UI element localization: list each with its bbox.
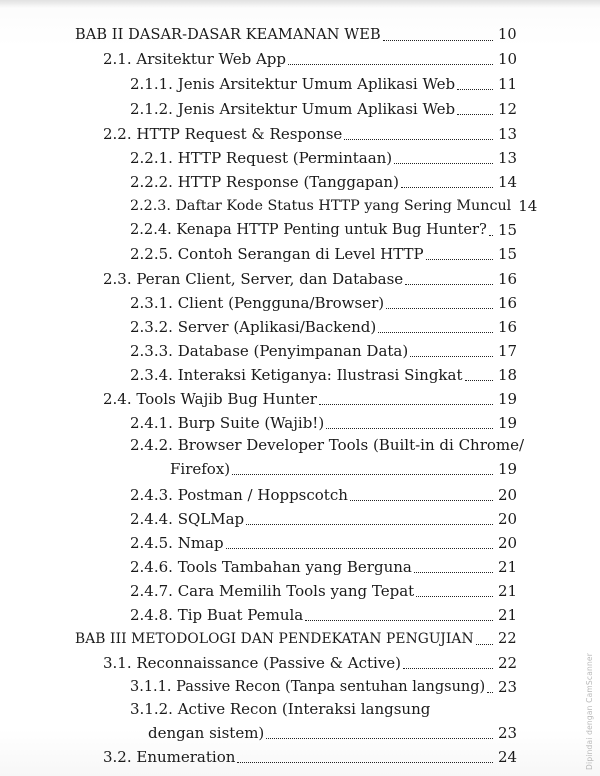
toc-entry-page: 20 [498, 486, 518, 504]
toc-entry-3-1-1[interactable] [130, 674, 520, 696]
dot-leader [305, 620, 493, 621]
toc-entry-page: 22 [498, 654, 518, 672]
dot-leader [383, 40, 493, 41]
dot-leader [489, 235, 493, 236]
toc-entry-2-4-1[interactable] [130, 410, 520, 432]
toc-entry-page: 14 [498, 173, 518, 191]
toc-entry-2-4-4[interactable] [130, 506, 520, 528]
toc-entry-bab-2[interactable] [75, 22, 520, 44]
toc-entry-title: 2.1. Arsitektur Web App [103, 50, 286, 68]
toc-entry-page: 21 [498, 606, 518, 624]
toc-entry-title: dengan sistem) [148, 724, 265, 742]
dot-leader [344, 139, 493, 140]
dot-leader [237, 762, 493, 763]
toc-entry-title: 2.1.2. Jenis Arsitektur Umum Aplikasi Web [130, 100, 456, 118]
toc-entry-page: 16 [498, 270, 518, 288]
toc-entry-page: 20 [498, 510, 518, 528]
toc-entry-title: 2.4.1. Burp Suite (Wajib!) [130, 414, 325, 432]
toc-entry-title: 2.4.6. Tools Tambahan yang Berguna [130, 558, 412, 576]
dot-leader [487, 692, 493, 693]
toc-entry-page: 10 [498, 50, 518, 68]
toc-entry-2-4-8[interactable] [130, 602, 520, 624]
dot-leader [416, 596, 493, 597]
toc-entry-2-1-2[interactable] [130, 96, 520, 118]
dot-leader [410, 356, 493, 357]
toc-entry-2-4-7[interactable] [130, 578, 520, 600]
toc-entry-page: 21 [498, 558, 518, 576]
toc-entry-title: 2.3.4. Interaksi Ketiganya: Ilustrasi Singkat [130, 366, 463, 384]
dot-leader [319, 404, 493, 405]
toc-entry-page: 22 [498, 631, 517, 647]
toc-entry-page: 19 [498, 460, 518, 478]
toc-entry-2-3-1[interactable] [130, 290, 520, 312]
toc-entry-title: Firefox) [170, 460, 231, 478]
toc-entry-title: 2.3.1. Client (Pengguna/Browser) [130, 294, 385, 312]
dot-leader [226, 548, 493, 549]
toc-entry-title: 2.1.1. Jenis Arsitektur Umum Aplikasi Web [130, 75, 456, 93]
dot-leader [386, 308, 493, 309]
toc-entry-title: 2.2. HTTP Request & Response [103, 125, 343, 143]
dot-leader [457, 114, 493, 115]
toc-entry-title: BAB III METODOLOGI DAN PENDEKATAN PENGUJIAN [75, 631, 474, 647]
toc-entry-2-2-1[interactable] [130, 145, 520, 167]
toc-entry-2-1[interactable] [103, 46, 520, 68]
dot-leader [401, 187, 493, 188]
toc-entry-title: 2.4.3. Postman / Hoppscotch [130, 486, 348, 504]
toc-entry-2-4-3[interactable] [130, 482, 520, 504]
toc-entry-title: 2.3. Peran Client, Server, dan Database [103, 270, 404, 288]
toc-entry-2-4-2[interactable] [170, 456, 520, 478]
toc-entry-2-3-4[interactable] [130, 362, 520, 384]
toc-entry-title: 2.3.3. Database (Penyimpanan Data) [130, 342, 409, 360]
toc-entry-title: 3.1.1. Passive Recon (Tanpa sentuhan langsung) [130, 679, 486, 695]
toc-entry-3-1[interactable] [103, 650, 520, 672]
toc-entry-page: 23 [498, 724, 518, 742]
toc-entry-2-2-4[interactable] [130, 217, 520, 239]
toc-entry-page: 10 [498, 27, 517, 43]
toc-entry-title: 2.4.8. Tip Buat Pemula [130, 606, 304, 624]
toc-entry-page: 16 [498, 318, 518, 336]
dot-leader [414, 572, 493, 573]
dot-leader [426, 259, 493, 260]
toc-entry-2-3-2[interactable] [130, 314, 520, 336]
toc-entry-page: 13 [498, 125, 518, 143]
dot-leader [326, 428, 493, 429]
toc-entry-title: 2.4.7. Cara Memilih Tools yang Tepat [130, 582, 415, 600]
dot-leader [288, 64, 493, 65]
toc-entry-2-3-3[interactable] [130, 338, 520, 360]
toc-entry-page: 17 [498, 342, 518, 360]
toc-entry-page: 12 [498, 100, 518, 118]
toc-entry-page: 21 [498, 582, 518, 600]
toc-entry-page: 24 [498, 748, 518, 766]
toc-entry-2-1-1[interactable] [130, 71, 520, 93]
toc-entry-2-2[interactable] [103, 121, 520, 143]
dot-leader [476, 644, 493, 645]
toc-entry-page: 23 [498, 678, 518, 696]
toc-entry-page: 13 [498, 149, 518, 167]
toc-entry-title: 2.2.2. HTTP Response (Tanggapan) [130, 173, 399, 191]
toc-entry-2-4[interactable] [103, 386, 520, 408]
toc-entry-title: 2.2.1. HTTP Request (Permintaan) [130, 149, 393, 167]
dot-leader [405, 284, 493, 285]
dot-leader [246, 524, 493, 525]
toc-entry-title: 2.2.3. Daftar Kode Status HTTP yang Sering Muncul [130, 198, 512, 214]
dot-leader [378, 332, 493, 333]
toc-entry-2-4-5[interactable] [130, 530, 520, 552]
toc-entry-2-2-2[interactable] [130, 169, 520, 191]
toc-entry-2-3[interactable] [103, 266, 520, 288]
toc-entry-page: 15 [498, 245, 518, 263]
dot-leader [232, 474, 493, 475]
toc-entry-title: 2.4. Tools Wajib Bug Hunter [103, 390, 317, 408]
dot-leader [266, 738, 493, 739]
toc-entry-title: BAB II DASAR-DASAR KEAMANAN WEB [75, 27, 381, 43]
toc-entry-3-2[interactable] [103, 744, 520, 766]
toc-entry-3-1-2-line1[interactable]: 3.1.2. Active Recon (Interaksi langsung [130, 700, 431, 718]
toc-entry-2-2-5[interactable] [130, 241, 520, 263]
dot-leader [457, 89, 493, 90]
toc-entry-page: 14 [518, 197, 538, 215]
scanner-watermark: Dipindai dengan CamScanner [585, 653, 594, 770]
toc-entry-3-1-2[interactable] [148, 720, 520, 742]
toc-entry-page: 20 [498, 534, 518, 552]
toc-entry-title: 2.2.4. Kenapa HTTP Penting untuk Bug Hunter? [130, 221, 487, 238]
toc-entry-2-4-2-line1[interactable]: 2.4.2. Browser Developer Tools (Built-in di Chrome/ [130, 436, 525, 454]
dot-leader [403, 668, 493, 669]
toc-entry-page: 18 [498, 366, 518, 384]
toc-entry-page: 15 [498, 221, 518, 239]
toc-entry-title: 3.1. Reconnaissance (Passive & Active) [103, 654, 402, 672]
toc-entry-title: 2.4.5. Nmap [130, 534, 224, 552]
toc-entry-page: 16 [498, 294, 518, 312]
dot-leader [465, 380, 494, 381]
toc-entry-title: 2.3.2. Server (Aplikasi/Backend) [130, 318, 377, 336]
toc-entry-page: 19 [498, 390, 518, 408]
toc-entry-bab-3[interactable] [75, 626, 520, 648]
toc-entry-title: 2.4.4. SQLMap [130, 510, 245, 528]
toc-entry-title: 2.2.5. Contoh Serangan di Level HTTP [130, 245, 424, 263]
toc-entry-page: 19 [498, 414, 518, 432]
dot-leader [350, 500, 493, 501]
toc-entry-2-2-3[interactable] [130, 193, 538, 215]
toc-entry-title: 3.2. Enumeration [103, 748, 236, 766]
toc-entry-page: 11 [498, 75, 518, 93]
toc-entry-2-4-6[interactable] [130, 554, 520, 576]
dot-leader [394, 163, 493, 164]
